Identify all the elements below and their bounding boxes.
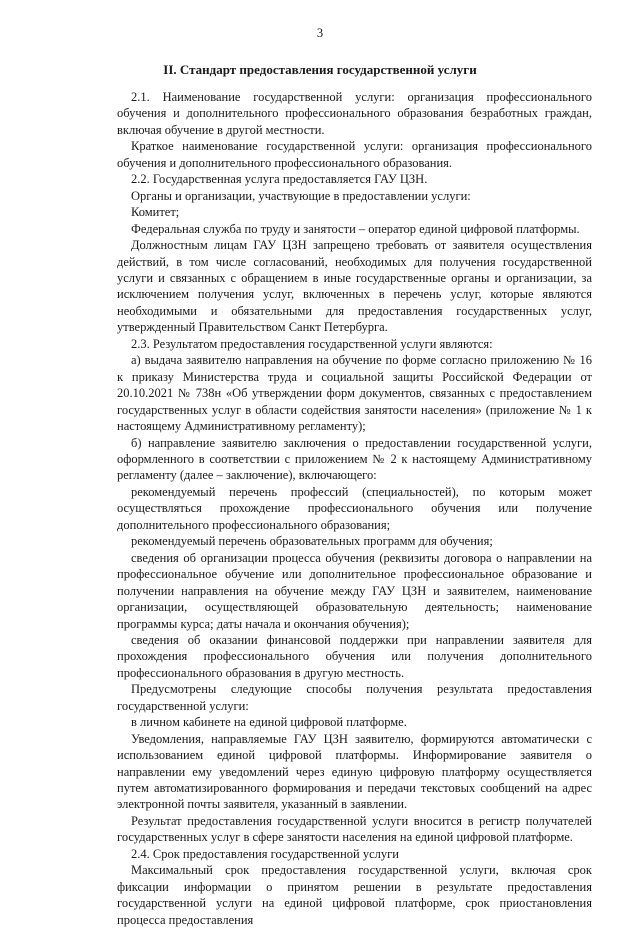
paragraph: Должностным лицам ГАУ ЦЗН запрещено требовать от заявителя осуществления действий, в том числе согласований, необходимых для получения государственной услуги и связанных с обращением в иные государственные органы и организации, за исключением получения услуг, включенных в перечень услуг, которые являются необходимыми и обязательными для предоставления государственных услуг, утвержденный Правительством Санкт Петербурга. xyxy=(117,238,592,335)
paragraph: Краткое наименование государственной услуги: организация профессионального обучения и дополнительного профессионального образования. xyxy=(117,139,592,170)
paragraph: 2.4. Срок предоставления государственной услуги xyxy=(131,846,399,861)
page-number: 3 xyxy=(316,26,324,40)
section-heading: II. Стандарт предоставления государственной услуги xyxy=(163,62,477,77)
paragraph: б) направление заявителю заключения о предоставлении государственной услуги, оформленного в соответствии с приложением № 2 к настоящему Административному регламенту (далее – заключение), включающего: xyxy=(117,435,592,483)
paragraph: 2.1. Наименование государственной услуги: организация профессионального обучения и дополнительного профессионального образования безработных граждан, включая обучение в другой местности. xyxy=(117,90,592,137)
paragraph: в личном кабинете на единой цифровой платформе. xyxy=(131,715,407,730)
body-text xyxy=(117,89,592,928)
paragraph: сведения об оказании финансовой поддержки при направлении заявителя для прохождения профессионального обучения или получения дополнительного профессионального образования в другую местность. xyxy=(117,632,592,680)
paragraph: рекомендуемый перечень образовательных программ для обучения; xyxy=(131,534,493,549)
paragraph: а) выдача заявителю направления на обучение по форме согласно приложению № 16 к приказу Министерства труда и социальной защиты Российской Федерации от 20.10.2021 № 738н «Об утверждении форм документов, связанных с предоставлением государственных услуг в области содействия занятости населения» (приложение № 1 к настоящему Административному регламенту); xyxy=(117,353,592,434)
paragraph: 2.3. Результатом предоставления государственной услуги являются: xyxy=(131,336,493,351)
paragraph: Результат предоставления государственной услуги вносится в регистр получателей государственных услуг в сфере занятости населения на единой цифровой платформе. xyxy=(117,813,592,845)
paragraph: Комитет; xyxy=(131,205,180,220)
paragraph: 2.2. Государственная услуга предоставляется ГАУ ЦЗН. xyxy=(131,172,428,187)
paragraph: Уведомления, направляемые ГАУ ЦЗН заявителю, формируются автоматически с использованием единой цифровой платформы. Информирование заявителя о направлении ему уведомлений через единую цифровую платформу осуществляется путем автоматизированного формирования и передачи текстовых сообщений на адрес электронной почты заявителя, указанный в заявлении. xyxy=(117,731,592,812)
paragraph: Максимальный срок предоставления государственной услуги, включая срок фиксации информации о принятом решении в результате предоставления государственной услуги на единой цифровой платформе, срок приостановления процесса предоставления xyxy=(117,863,592,927)
paragraph: рекомендуемый перечень профессий (специальностей), по которым может осуществляться прохождение профессионального обучения или получение дополнительного профессионального образования; xyxy=(117,484,592,532)
paragraph: сведения об организации процесса обучения (реквизиты договора о направлении на профессиональное обучение или дополнительное профессиональное образование и получении направления на обучение между ГАУ ЦЗН и заявителем, наименование организации, осуществляющей образовательную деятельность; наименование программы курса; даты начала и окончания обучения); xyxy=(117,550,592,631)
paragraph: Органы и организации, участвующие в предоставлении услуги: xyxy=(131,188,471,203)
paragraph: Федеральная служба по труду и занятости – оператор единой цифровой платформы. xyxy=(131,221,580,236)
paragraph: Предусмотрены следующие способы получения результата предоставления государственной услуги: xyxy=(117,682,592,713)
